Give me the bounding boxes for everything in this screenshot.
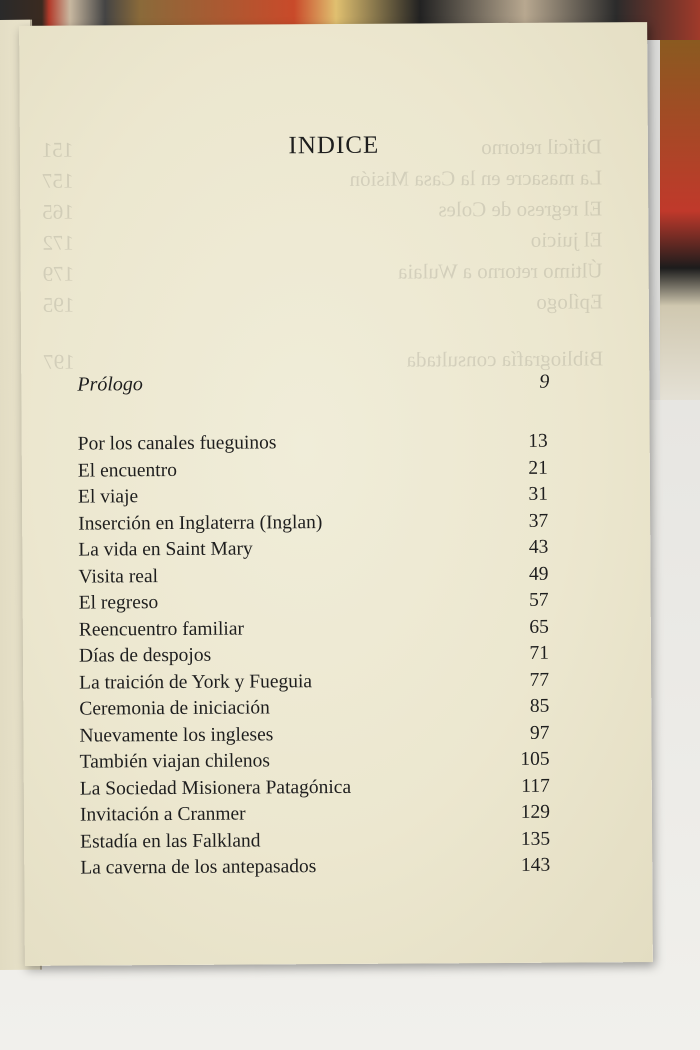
book-page	[19, 22, 653, 966]
prologue-row	[77, 371, 549, 397]
toc-row	[78, 455, 548, 484]
bleed-through-page: 151	[41, 137, 74, 162]
page-title: INDICE	[288, 131, 380, 160]
bleed-through-label: El juicio	[530, 227, 603, 252]
toc-page-number: 71	[529, 642, 550, 664]
toc-label: El regreso	[78, 592, 159, 614]
toc-page-number: 77	[529, 669, 550, 691]
toc-row	[78, 482, 548, 511]
toc-page-number: 97	[529, 722, 550, 744]
prologue-label: Prólogo	[77, 373, 143, 396]
toc-page-number: 57	[529, 589, 549, 611]
toc-label: Invitación a Cranmer	[79, 803, 246, 826]
toc-page-number: 31	[528, 483, 549, 505]
toc-row	[78, 535, 548, 564]
bleed-through-row	[43, 258, 603, 292]
toc-label: Ceremonia de iniciación	[79, 697, 270, 720]
toc-row	[80, 773, 550, 802]
toc-page-number: 135	[520, 828, 551, 850]
toc-label: El viaje	[77, 486, 139, 508]
bleed-through-label: Difícil retorno	[481, 134, 602, 160]
toc-label: Reencuentro familiar	[78, 618, 245, 641]
toc-label: Visita real	[78, 565, 159, 588]
toc-label: La traición de York y Fueguia	[79, 670, 313, 694]
bleed-through-row	[42, 196, 602, 230]
toc-row	[79, 588, 549, 617]
toc-label: También viajan chilenos	[79, 750, 271, 773]
bleed-through-page: 172	[42, 230, 75, 255]
toc-page-number: 37	[528, 510, 549, 532]
toc-page-number: 21	[528, 457, 548, 479]
toc-row	[78, 561, 548, 590]
toc-page-number: 85	[529, 695, 550, 717]
toc-row	[79, 720, 549, 749]
toc-label: La vida en Saint Mary	[78, 538, 253, 561]
book-spines-right	[660, 40, 700, 420]
bleed-through-row	[43, 289, 603, 323]
toc-row	[78, 429, 548, 458]
toc-page-number: 117	[521, 775, 550, 797]
toc-page-number: 105	[520, 748, 550, 770]
toc-page-number: 13	[528, 430, 548, 452]
toc-label: El encuentro	[77, 459, 178, 482]
toc-row	[79, 667, 549, 696]
toc-row	[79, 614, 549, 643]
toc-page-number: 43	[528, 536, 549, 558]
prologue-page: 9	[539, 370, 550, 393]
toc-row	[78, 508, 548, 537]
toc-label: Nuevamente los ingleses	[79, 723, 274, 747]
toc-label: Días de despojos	[78, 644, 212, 667]
toc-label: Estadía en las Falkland	[80, 829, 261, 853]
toc-row	[80, 826, 550, 855]
bleed-through-row	[42, 165, 602, 199]
toc-row	[79, 641, 549, 670]
toc-page-number: 129	[520, 801, 551, 823]
table-of-contents	[78, 429, 551, 882]
bleed-through-page: 197	[43, 349, 75, 374]
toc-label: Inserción en Inglaterra (Inglan)	[78, 511, 323, 535]
toc-page-number: 49	[528, 563, 549, 585]
toc-label: La caverna de los antepasados	[80, 856, 317, 879]
bleed-through-label: La masacre en la Casa Misión	[349, 165, 603, 191]
bleed-through-page: 179	[42, 261, 75, 286]
toc-row	[80, 747, 550, 776]
toc-label: La Sociedad Misionera Patagónica	[79, 776, 352, 800]
bleed-through-label: Último retorno a Wulaia	[397, 258, 603, 284]
toc-page-number: 143	[520, 854, 551, 876]
bleed-through-page: 195	[42, 292, 75, 317]
bleed-through-page: 157	[42, 168, 74, 193]
bleed-through-text	[42, 134, 603, 380]
bleed-through-row	[42, 227, 602, 261]
toc-row	[80, 800, 550, 829]
toc-row	[79, 694, 549, 723]
toc-label: Por los canales fueguinos	[77, 432, 277, 455]
toc-row	[80, 853, 550, 882]
bleed-through-label: Bibliografía consultada	[406, 346, 604, 372]
bleed-through-label: El regreso de Coles	[438, 196, 603, 222]
bleed-through-page: 165	[42, 199, 74, 224]
bleed-through-label: Epílogo	[536, 289, 603, 314]
toc-page-number: 65	[529, 616, 549, 638]
